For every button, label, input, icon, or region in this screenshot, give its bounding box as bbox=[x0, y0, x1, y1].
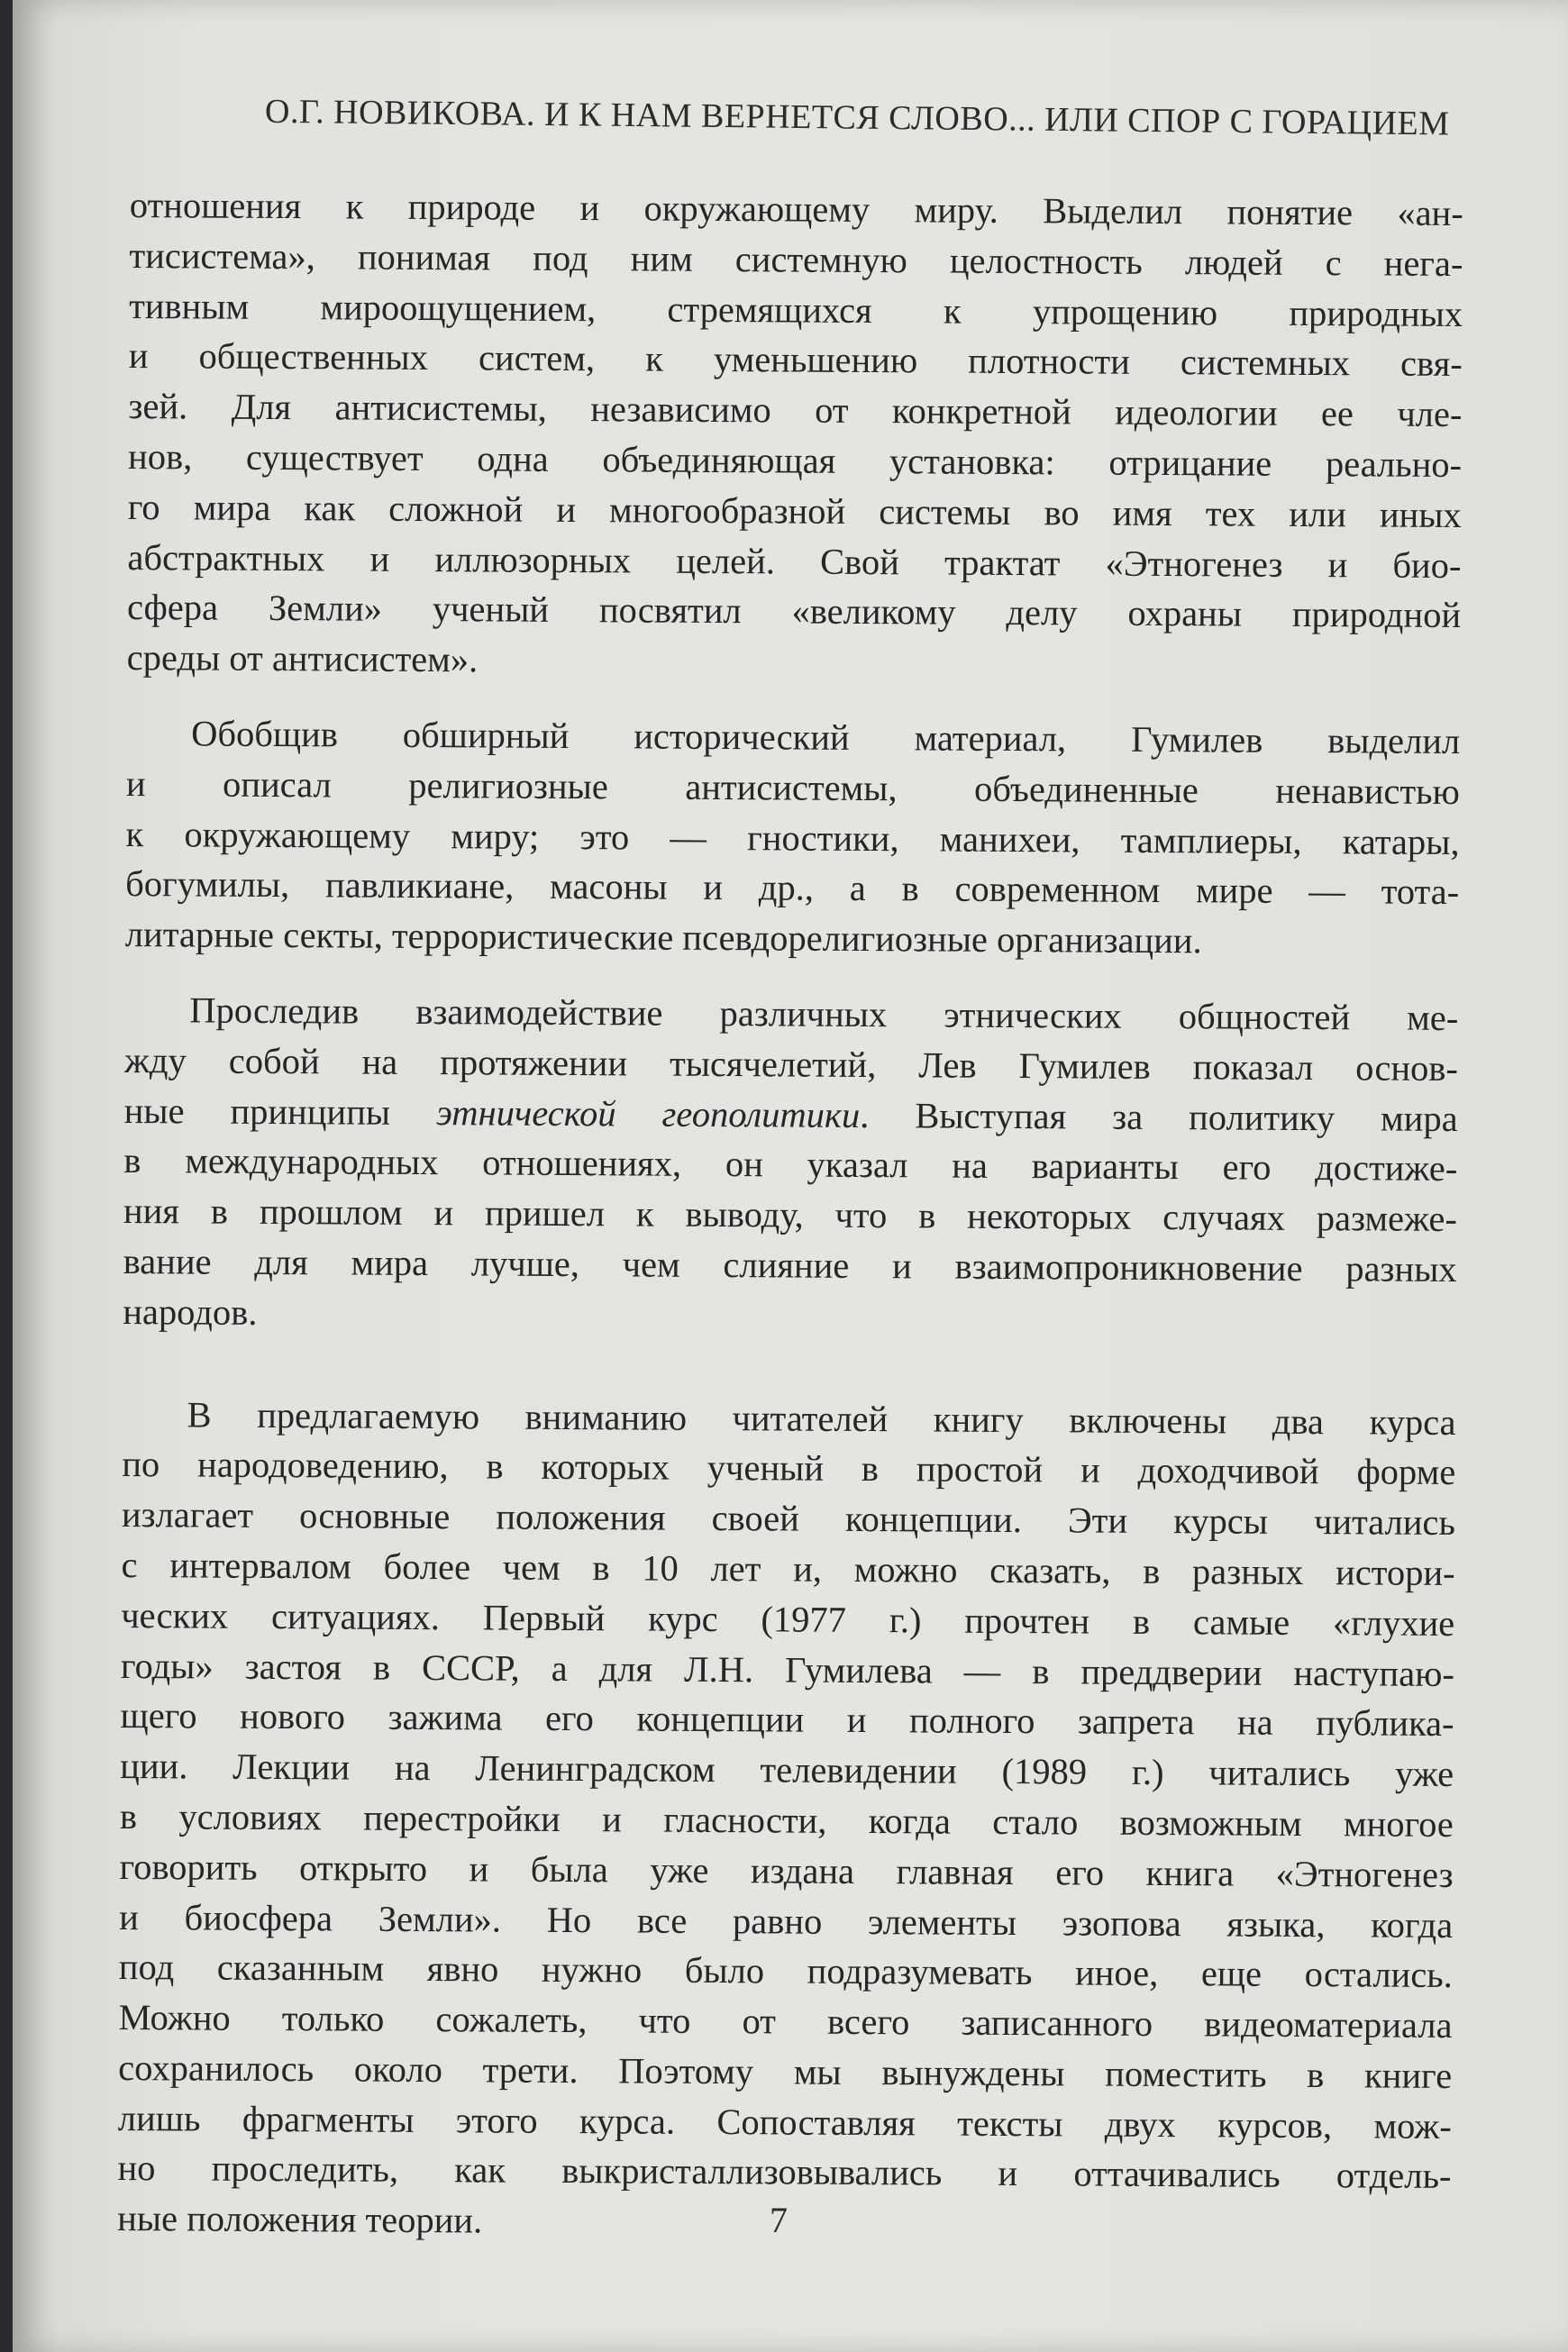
text-line: абстрактных и иллюзорных целей. Свой трактат «Этногенез и био- bbox=[127, 536, 1462, 586]
text-line: В предлагаемую вниманию читателей книгу включены два курса bbox=[187, 1393, 1456, 1443]
paragraph-2 bbox=[125, 708, 1461, 968]
text-line: нов, существует одна объединяющая установка: отрицание реально- bbox=[127, 435, 1463, 486]
body-text bbox=[117, 180, 1463, 2252]
text-line: ния в прошлом и пришел к выводу, что в некоторых случаях размеже- bbox=[123, 1190, 1458, 1240]
italic-term: этнической геополитики bbox=[435, 1091, 861, 1135]
text-line: Проследив взаимодействие различных этнических общностей ме- bbox=[189, 989, 1459, 1038]
text-line: годы» застоя в СССР, а для Л.Н. Гумилева — в преддверии наступаю- bbox=[120, 1645, 1455, 1694]
text-line: говорить открыто и была уже издана главная его книга «Этногенез bbox=[119, 1846, 1454, 1895]
text-line: в международных отношениях, он указал на варианты его достиже- bbox=[123, 1140, 1458, 1190]
text-line: сфера Земли» ученый посвятил «великому делу охраны природной bbox=[126, 587, 1462, 636]
text-line: вание для мира лучше, чем слияние и взаимопроникновение разных bbox=[123, 1240, 1457, 1290]
text-line: среды от антисистем». bbox=[126, 637, 479, 680]
text-run: . Выступая за политику мира bbox=[860, 1094, 1458, 1139]
running-head: О.Г. НОВИКОВА. И К НАМ ВЕРНЕТСЯ СЛОВО... ИЛИ СПОР С ГОРАЦИЕМ bbox=[264, 92, 1450, 143]
text-line: сохранилось около трети. Поэтому мы вынуждены поместить в книге bbox=[118, 2047, 1453, 2096]
text-line: тисистема», понимая под ним системную целостность людей с нега- bbox=[129, 234, 1463, 284]
text-line: Можно только сожалеть, что от всего записанного видеоматериала bbox=[118, 1997, 1453, 2047]
text-line: с интервалом более чем в 10 лет и, можно сказать, в разных истори- bbox=[121, 1544, 1455, 1593]
text-line: отношения к природе и окружающему миру. Выделил понятие «ан- bbox=[129, 184, 1463, 234]
text-line: но проследить, как выкристаллизовывались и оттачивались отдель- bbox=[117, 2147, 1452, 2197]
text-line: ции. Лекции на Ленинградском телевидении (1989 г.) читались уже bbox=[120, 1746, 1454, 1795]
text-line: жду собой на протяжении тысячелетий, Лев Гумилев показал основ- bbox=[123, 1039, 1459, 1089]
paragraph-1 bbox=[127, 180, 1463, 691]
text-line: по народоведению, в которых ученый в простой и доходчивой форме bbox=[122, 1444, 1456, 1493]
text-line: щего нового зажима его концепции и полного запрета на публика- bbox=[120, 1695, 1454, 1745]
text-line: литарные секты, террористические псевдорелигиозные организации. bbox=[124, 914, 1202, 962]
paragraph-4 bbox=[117, 1390, 1456, 2253]
text-line: Обобщив обширный исторический материал, Гумилев выделил bbox=[191, 713, 1461, 761]
text-line: под сказанным явно нужно было подразумевать иное, еще остались. bbox=[118, 1946, 1453, 1996]
text-line: ческих ситуациях. Первый курс (1977 г.) прочтен в самые «глухие bbox=[121, 1594, 1455, 1644]
text-line: к окружающему миру; это — гностики, манихеи, тамплиеры, катары, bbox=[125, 813, 1460, 862]
text-run: ные принципы bbox=[123, 1089, 437, 1133]
paragraph-3 bbox=[123, 985, 1458, 1345]
text-line: богумилы, павликиане, масоны и др., а в современном мире — тота- bbox=[125, 863, 1460, 913]
text-line: в условиях перестройки и гласности, когда стало возможным многое bbox=[119, 1795, 1454, 1845]
text-line: народов. bbox=[123, 1290, 258, 1333]
text-line: тивным мироощущением, стремящихся к упрощению природных bbox=[129, 285, 1463, 334]
text-line: и общественных систем, к уменьшению плотности системных свя- bbox=[128, 335, 1463, 385]
text-line: и биосфера Земли». Но все равно элементы эзопова языка, когда bbox=[119, 1896, 1454, 1946]
text-line: го мира как сложной и многообразной системы во имя тех или иных bbox=[127, 486, 1462, 535]
book-page bbox=[13, 0, 1568, 2352]
text-line: и описал религиозные антисистемы, объединенные ненавистью bbox=[125, 762, 1461, 812]
page-number: 7 bbox=[770, 2200, 788, 2240]
text-line-with-italic bbox=[124, 1086, 1458, 1144]
text-line: ные положения теории. bbox=[117, 2198, 483, 2241]
text-line: зей. Для антисистемы, независимо от конкретной идеологии ее чле- bbox=[128, 386, 1463, 435]
text-line: лишь фрагменты этого курса. Сопоставляя тексты двух курсов, мож- bbox=[117, 2097, 1452, 2147]
text-line: излагает основные положения своей концепции. Эти курсы читались bbox=[121, 1494, 1456, 1544]
